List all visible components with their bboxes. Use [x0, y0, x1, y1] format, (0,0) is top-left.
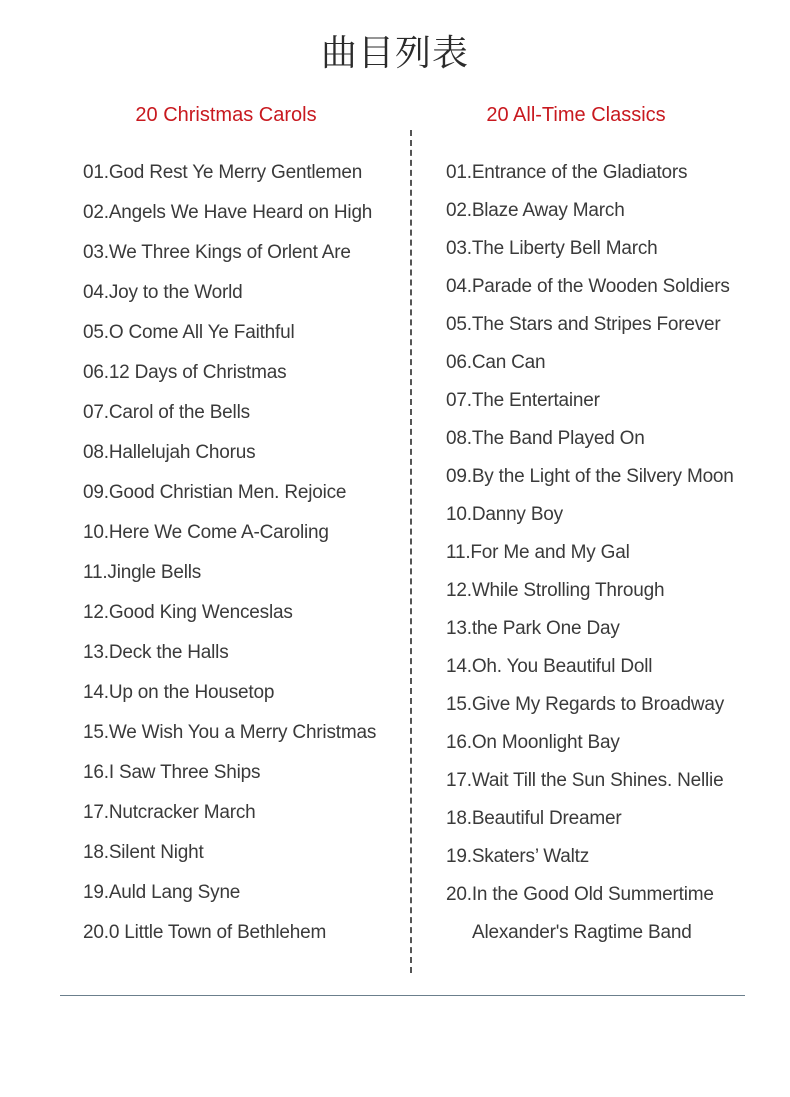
list-item: 04.Joy to the World — [83, 282, 243, 303]
list-item: 12.While Strolling Through — [446, 580, 665, 601]
list-item: 10.Danny Boy — [446, 504, 563, 525]
list-item: 17.Wait Till the Sun Shines. Nellie — [446, 770, 724, 791]
list-item: 07.The Entertainer — [446, 390, 600, 411]
bottom-divider — [60, 995, 745, 996]
list-item: 02.Angels We Have Heard on High — [83, 202, 373, 223]
list-item: 02.Blaze Away March — [446, 200, 625, 221]
list-item: 09.Good Christian Men. Rejoice — [83, 482, 347, 503]
list-item: 19.Auld Lang Syne — [83, 882, 241, 903]
list-item: 09.By the Light of the Silvery Moon — [446, 466, 734, 487]
list-item: 12.Good King Wenceslas — [83, 602, 293, 623]
christmas-carols-list — [83, 159, 376, 959]
list-item: 14.Oh. You Beautiful Doll — [446, 656, 653, 677]
page-title: 曲目列表 — [320, 33, 469, 74]
list-item: 17.Nutcracker March — [83, 802, 256, 823]
all-time-classics-list — [446, 159, 734, 957]
list-item: 11.For Me and My Gal — [446, 542, 630, 563]
list-item: 08.The Band Played On — [446, 428, 645, 449]
list-item: 20.0 Little Town of Bethlehem — [83, 922, 327, 943]
list-item: 08.Hallelujah Chorus — [83, 442, 256, 463]
column-divider — [410, 130, 412, 973]
list-item: 13.Deck the Halls — [83, 642, 229, 663]
list-item: 18.Beautiful Dreamer — [446, 808, 622, 829]
list-item: 01.Entrance of the Gladiators — [446, 162, 688, 183]
list-item: 07.Carol of the Bells — [83, 402, 250, 423]
right-column-heading: 20 All-Time Classics — [486, 104, 666, 126]
list-item: 16.On Moonlight Bay — [446, 732, 620, 753]
list-item: 19.Skaters’ Waltz — [446, 846, 590, 867]
list-item: 11.Jingle Bells — [83, 562, 202, 583]
left-column-heading: 20 Christmas Carols — [135, 104, 317, 126]
list-item: 14.Up on the Housetop — [83, 682, 275, 703]
list-item: 13.the Park One Day — [446, 618, 620, 639]
list-item: 10.Here We Come A-Caroling — [83, 522, 329, 543]
list-item: 20.In the Good Old Summertime — [446, 884, 714, 905]
list-item: 06.12 Days of Christmas — [83, 362, 287, 383]
list-item: 01.God Rest Ye Merry Gentlemen — [83, 162, 363, 183]
list-item: 04.Parade of the Wooden Soldiers — [446, 276, 730, 297]
list-item-continuation: Alexander's Ragtime Band — [472, 922, 692, 943]
list-item: 05.The Stars and Stripes Forever — [446, 314, 721, 335]
list-item: 03.We Three Kings of Orlent Are — [83, 242, 351, 263]
list-item: 16.I Saw Three Ships — [83, 762, 261, 783]
list-item: 06.Can Can — [446, 352, 546, 373]
list-item: 18.Silent Night — [83, 842, 204, 863]
list-item: 03.The Liberty Bell March — [446, 238, 658, 259]
list-item: 15.We Wish You a Merry Christmas — [83, 722, 377, 743]
list-item: 15.Give My Regards to Broadway — [446, 694, 725, 715]
list-item: 05.O Come All Ye Faithful — [83, 322, 295, 343]
